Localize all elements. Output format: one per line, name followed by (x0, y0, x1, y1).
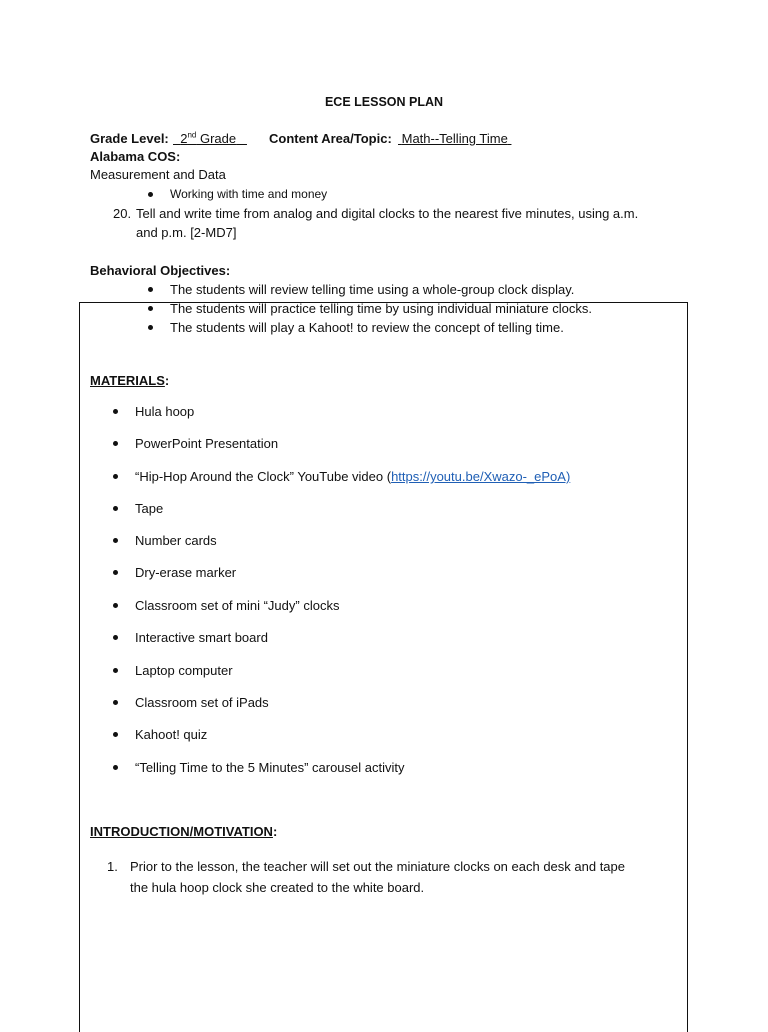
bullet-icon (113, 765, 118, 770)
bullet-icon (113, 668, 118, 673)
bullet-icon (113, 474, 118, 479)
intro-number: 1. (107, 859, 118, 874)
material-item: Classroom set of iPads (135, 695, 269, 710)
alabama-cos-label: Alabama COS: (90, 149, 181, 164)
cos-bullet: Working with time and money (170, 187, 328, 201)
standard-line-2: and p.m. [2-MD7] (136, 225, 237, 240)
behavioral-objectives-label: Behavioral Objectives: (90, 263, 231, 278)
objective-item: The students will play a Kahoot! to review the concept of telling time. (170, 320, 564, 335)
material-item: Kahoot! quiz (135, 727, 208, 742)
bullet-icon (148, 306, 153, 311)
material-item: “Hip-Hop Around the Clock” YouTube video (https://youtu.be/Xwazo-_ePoA) (135, 469, 571, 484)
intro-line-2: the hula hoop clock she created to the white board. (130, 880, 425, 895)
standard-line-1: Tell and write time from analog and digital clocks to the nearest five minutes, using a.m. (136, 206, 639, 221)
bullet-icon (148, 325, 153, 330)
bullet-icon (148, 287, 153, 292)
material-item: Tape (135, 501, 164, 516)
bullet-icon (113, 700, 118, 705)
bullet-icon (148, 192, 153, 197)
bullet-icon (113, 441, 118, 446)
material-item: Number cards (135, 533, 217, 548)
material-item: Laptop computer (135, 663, 233, 678)
content-area-label: Content Area/Topic: (269, 131, 392, 146)
bullet-icon (113, 570, 118, 575)
intro-line-1: Prior to the lesson, the teacher will set out the miniature clocks on each desk and tape (130, 859, 625, 874)
bullet-icon (113, 409, 118, 414)
bullet-icon (113, 603, 118, 608)
objective-item: The students will practice telling time by using individual miniature clocks. (170, 301, 592, 316)
cos-strand: Measurement and Data (90, 167, 226, 182)
bullet-icon (113, 538, 118, 543)
content-area-value: Math--Telling Time (401, 131, 508, 146)
bullet-icon (113, 506, 118, 511)
bullet-icon (113, 732, 118, 737)
bullet-icon (113, 635, 118, 640)
grade-level-label: Grade Level: (90, 131, 169, 146)
material-item: PowerPoint Presentation (135, 436, 279, 451)
materials-heading: MATERIALS: (90, 373, 170, 388)
material-item: Dry-erase marker (135, 565, 237, 580)
page-title: ECE LESSON PLAN (324, 95, 444, 109)
material-item: Interactive smart board (135, 630, 268, 645)
youtube-video-link[interactable]: https://youtu.be/Xwazo-_ePoA) (391, 469, 571, 484)
standard-number: 20. (113, 206, 132, 221)
objective-item: The students will review telling time using a whole-group clock display. (170, 282, 575, 297)
grade-level-value: 2nd Grade (180, 130, 237, 146)
material-item: Hula hoop (135, 404, 195, 419)
intro-heading: INTRODUCTION/MOTIVATION: (90, 824, 278, 839)
material-item: “Telling Time to the 5 Minutes” carousel activity (135, 760, 405, 775)
material-item: Classroom set of mini “Judy” clocks (135, 598, 340, 613)
